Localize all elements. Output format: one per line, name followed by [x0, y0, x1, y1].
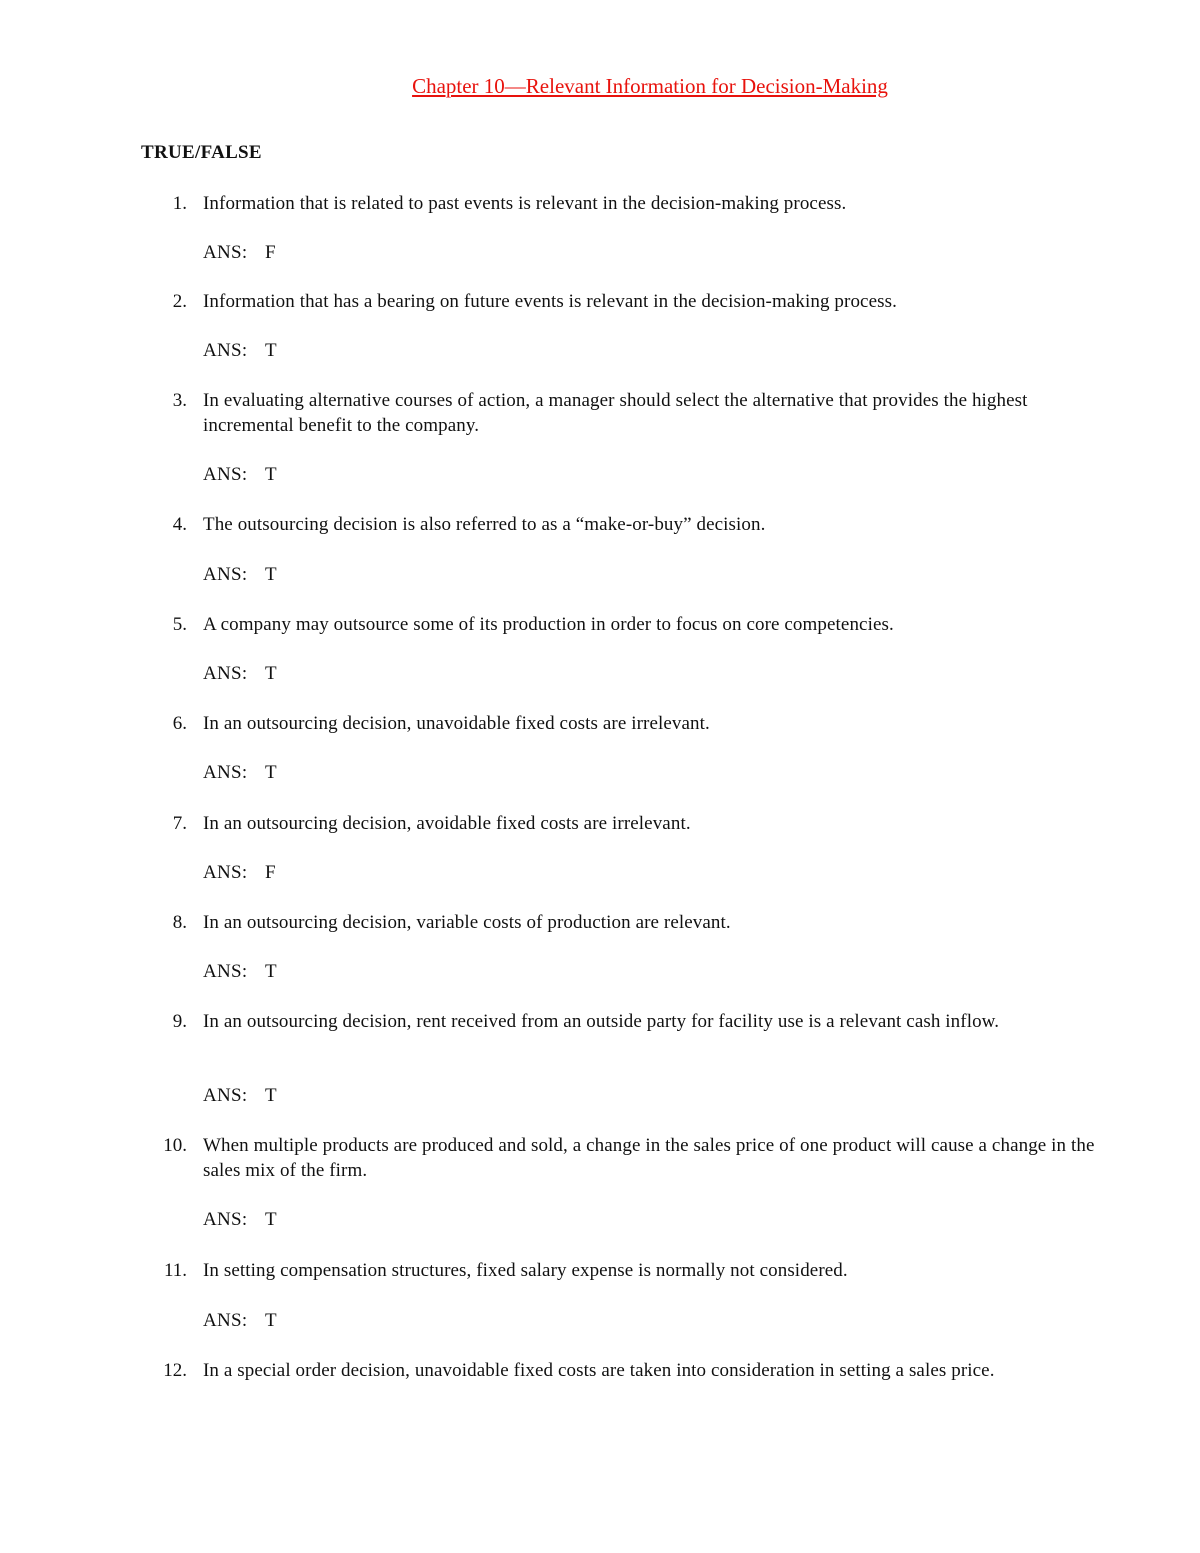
- answer-value: F: [265, 862, 276, 883]
- answer-value: T: [265, 762, 277, 783]
- question-answer: [203, 662, 277, 686]
- chapter-title: Chapter 10—Relevant Information for Decision-Making: [412, 74, 888, 98]
- question-number: 2.: [172, 291, 187, 312]
- question-number: 12.: [163, 1360, 187, 1381]
- question-answer: [203, 1208, 277, 1232]
- answer-label: ANS:: [203, 340, 248, 361]
- question-number: 9.: [172, 1011, 187, 1032]
- question-text: Information that is related to past events is relevant in the decision-making process.: [203, 193, 847, 214]
- question-number: 1.: [172, 193, 187, 214]
- answer-label: ANS:: [203, 663, 248, 684]
- question-answer: [203, 1309, 277, 1333]
- answer-label: ANS:: [203, 862, 248, 883]
- question-text: In an outsourcing decision, rent received from an outside party for facility use is a relevant cash inflow.: [203, 1011, 1000, 1032]
- question-text: In a special order decision, unavoidable fixed costs are taken into consideration in setting a sales price.: [203, 1360, 995, 1381]
- question-number: 6.: [172, 713, 187, 734]
- question-text: In an outsourcing decision, avoidable fixed costs are irrelevant.: [203, 813, 691, 834]
- answer-value: T: [265, 464, 277, 485]
- question-text: When multiple products are produced and sold, a change in the sales price of one product will cause a change in the sales mix of the firm.: [203, 1135, 1095, 1181]
- question-number: 5.: [172, 614, 187, 635]
- question-text: The outsourcing decision is also referred to as a “make-or-buy” decision.: [203, 514, 766, 535]
- answer-label: ANS:: [203, 1085, 248, 1106]
- question-number: 8.: [172, 912, 187, 933]
- section-heading: TRUE/FALSE: [141, 142, 262, 163]
- question-answer: [203, 463, 277, 487]
- question-text: In evaluating alternative courses of action, a manager should select the alternative that provides the highest incremental benefit to the company.: [203, 390, 1028, 436]
- question-answer: [203, 1084, 277, 1108]
- answer-label: ANS:: [203, 961, 248, 982]
- question-text: A company may outsource some of its production in order to focus on core competencies.: [203, 614, 894, 635]
- question-text: Information that has a bearing on future events is relevant in the decision-making process.: [203, 291, 897, 312]
- answer-label: ANS:: [203, 464, 248, 485]
- answer-label: ANS:: [203, 242, 248, 263]
- question-text: In an outsourcing decision, variable costs of production are relevant.: [203, 912, 731, 933]
- question-number: 11.: [163, 1260, 187, 1281]
- question-number: 10.: [163, 1135, 187, 1156]
- answer-value: T: [265, 663, 277, 684]
- question-answer: [203, 241, 276, 265]
- question-answer: [203, 339, 277, 363]
- answer-value: T: [265, 1310, 277, 1331]
- answer-value: T: [265, 564, 277, 585]
- answer-value: T: [265, 340, 277, 361]
- question-number: 3.: [172, 390, 187, 411]
- answer-label: ANS:: [203, 1310, 248, 1331]
- question-answer: [203, 761, 277, 785]
- answer-value: T: [265, 1085, 277, 1106]
- question-text: In setting compensation structures, fixed salary expense is normally not considered.: [203, 1260, 848, 1281]
- answer-label: ANS:: [203, 1209, 248, 1230]
- question-text: In an outsourcing decision, unavoidable fixed costs are irrelevant.: [203, 713, 710, 734]
- answer-label: ANS:: [203, 762, 248, 783]
- question-answer: [203, 861, 276, 885]
- answer-value: T: [265, 1209, 277, 1230]
- answer-value: F: [265, 242, 276, 263]
- question-answer: [203, 563, 277, 587]
- answer-value: T: [265, 961, 277, 982]
- question-number: 7.: [172, 813, 187, 834]
- answer-label: ANS:: [203, 564, 248, 585]
- question-answer: [203, 960, 277, 984]
- question-number: 4.: [172, 514, 187, 535]
